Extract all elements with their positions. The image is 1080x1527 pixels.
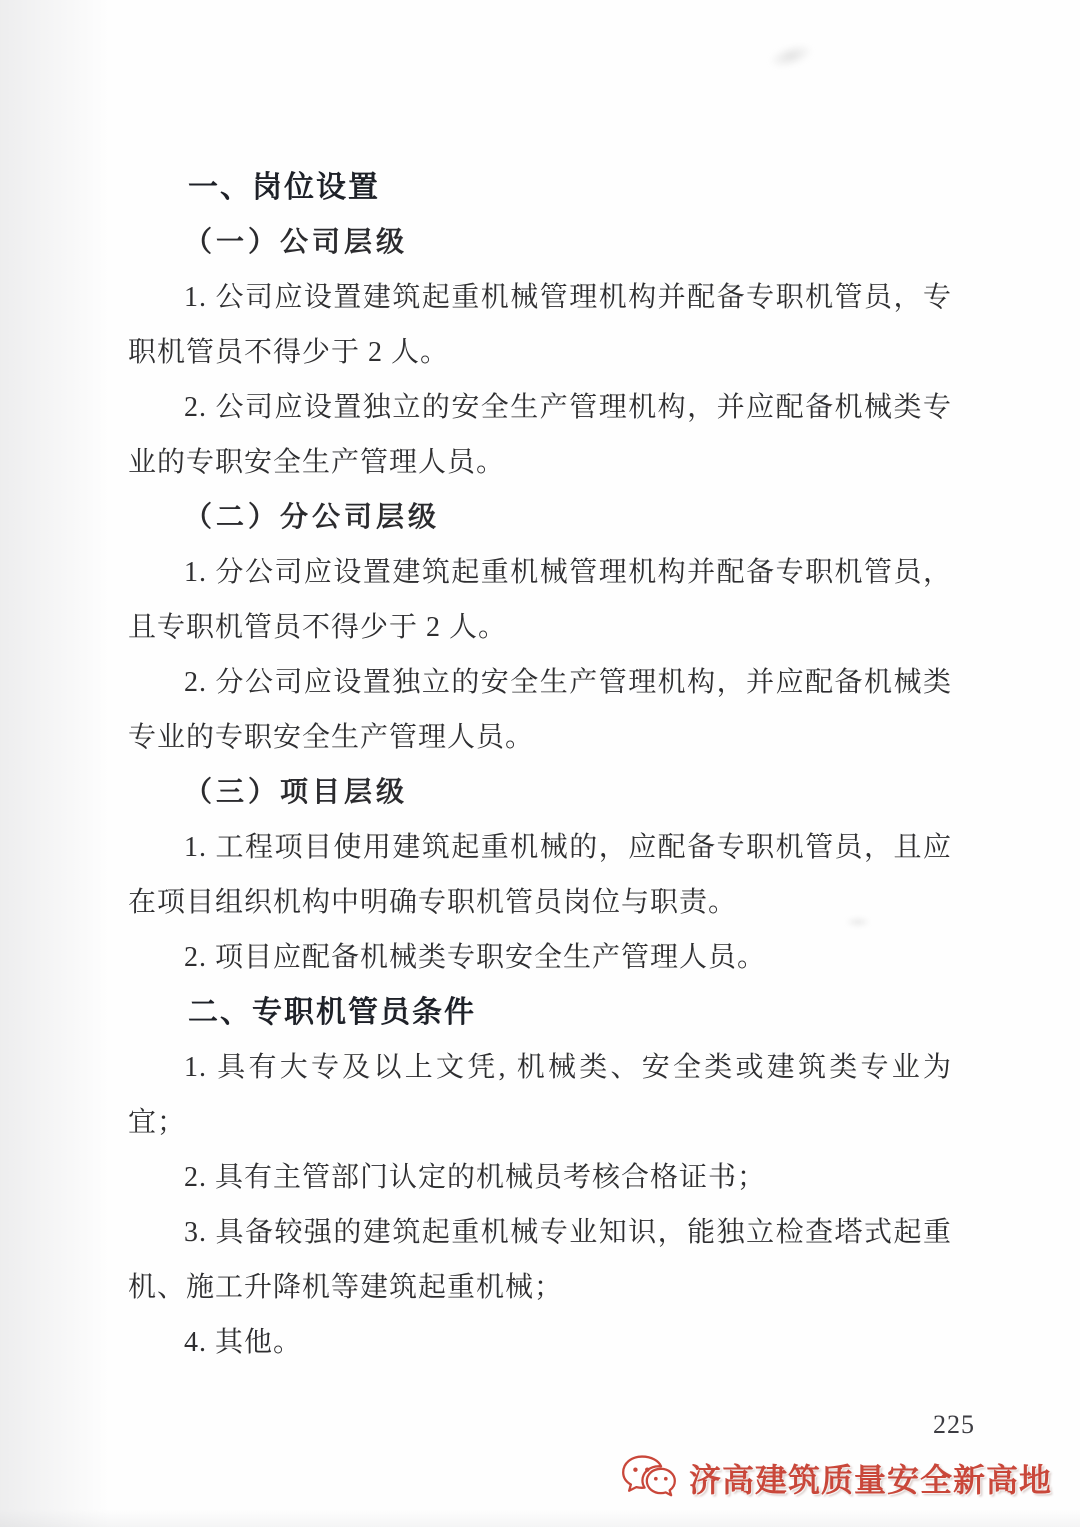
document-content: [128, 160, 952, 1370]
document-paragraph: 4. 其他。: [184, 1327, 303, 1358]
footer-brand-text: 济高建筑质量安全新高地: [688, 1462, 1052, 1498]
section-subheading: （三）项目层级: [184, 777, 409, 808]
section-heading: 一、岗位设置: [188, 171, 380, 204]
document-paragraph: 2. 项目应配备机械类专职安全生产管理人员。: [184, 942, 767, 973]
footer-brand: [621, 1452, 1052, 1504]
section-subheading: （一）公司层级: [184, 227, 409, 258]
section-subheading: （二）分公司层级: [184, 502, 441, 533]
document-paragraph: 1. 工程项目使用建筑起重机械的，应配备专职机管员，且应在项目组织机构中明确专职机管员岗位与职责。: [128, 832, 952, 918]
document-paragraph: 1. 公司应设置建筑起重机械管理机构并配备专职机管员，专职机管员不得少于 2 人。: [128, 282, 952, 368]
page-number: 225: [933, 1410, 975, 1439]
scan-smudge: [766, 39, 816, 72]
document-paragraph: 3. 具备较强的建筑起重机械专业知识，能独立检查塔式起重机、施工升降机等建筑起重机械；: [128, 1217, 952, 1303]
section-heading: 二、专职机管员条件: [188, 996, 476, 1029]
document-paragraph: 2. 公司应设置独立的安全生产管理机构，并应配备机械类专业的专职安全生产管理人员。: [128, 392, 952, 478]
wechat-icon: [621, 1452, 677, 1504]
document-paragraph: 1. 分公司应设置建筑起重机械管理机构并配备专职机管员，且专职机管员不得少于 2 人。: [128, 557, 952, 643]
document-paragraph: 1. 具有大专及以上文凭, 机械类、安全类或建筑类专业为宜；: [128, 1052, 952, 1138]
document-paragraph: 2. 具有主管部门认定的机械员考核合格证书；: [184, 1162, 767, 1193]
document-paragraph: 2. 分公司应设置独立的安全生产管理机构，并应配备机械类专业的专职安全生产管理人员。: [128, 667, 952, 753]
